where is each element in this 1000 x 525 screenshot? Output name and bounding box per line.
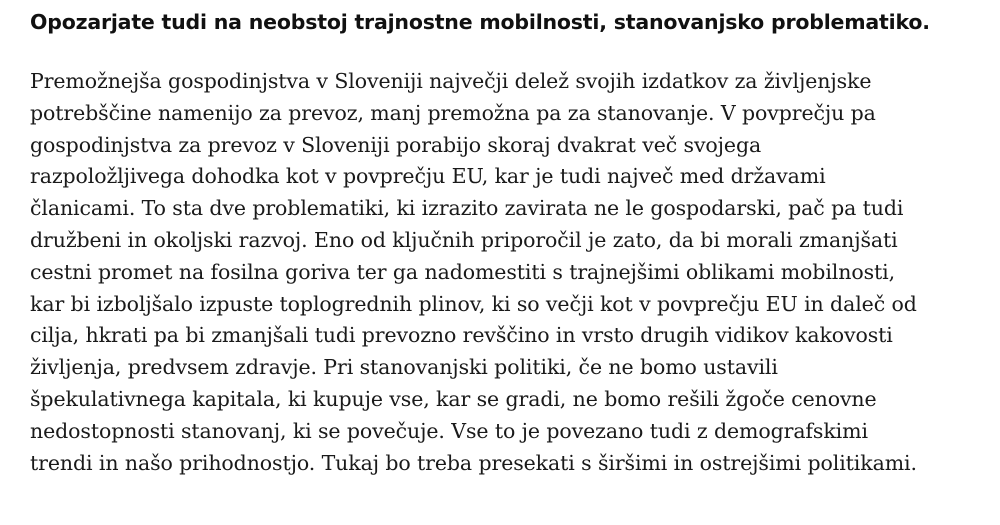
answer-line: trendi in našo prihodnostjo. Tukaj bo treba presekati s širšimi in ostrejšimi politikami. — [30, 450, 917, 475]
answer-line: gospodinjstva za prevoz v Sloveniji porabijo skoraj dvakrat več svojega — [30, 132, 762, 157]
article-body — [30, 0, 990, 479]
answer-line: kar bi izboljšalo izpuste toplogrednih plinov, ki so večji kot v povprečju EU in daleč od — [30, 291, 917, 316]
answer-line: družbeni in okoljski razvoj. Eno od ključnih priporočil je zato, da bi morali zmanjšati — [30, 227, 898, 252]
answer-line: cilja, hkrati pa bi zmanjšali tudi prevozno revščino in vrsto drugih vidikov kakovosti — [30, 323, 893, 348]
interview-question: Opozarjate tudi na neobstoj trajnostne mobilnosti, stanovanjsko problematiko. — [30, 10, 930, 34]
answer-line: potrebščine namenijo za prevoz, manj premožna pa za stanovanje. V povprečju pa — [30, 100, 876, 125]
answer-line: Premožnejša gospodinjstva v Sloveniji največji delež svojih izdatkov za življenjske — [30, 69, 872, 93]
answer-line: cestni promet na fosilna goriva ter ga nadomestiti s trajnejšimi oblikami mobilnosti, — [30, 259, 896, 284]
interview-answer — [30, 66, 990, 479]
answer-line: članicami. To sta dve problematiki, ki izrazito zavirata ne le gospodarski, pač pa tudi — [30, 196, 904, 221]
answer-line: nedostopnosti stanovanj, ki se povečuje. Vse to je povezano tudi z demografskimi — [30, 418, 868, 443]
answer-line: razpoložljivega dohodka kot v povprečju EU, kar je tudi največ med državami — [30, 164, 826, 189]
answer-line: življenja, predvsem zdravje. Pri stanovanjski politiki, če ne bomo ustavili — [30, 355, 778, 380]
answer-line: špekulativnega kapitala, ki kupuje vse, kar se gradi, ne bomo rešili žgoče cenovne — [30, 386, 877, 411]
